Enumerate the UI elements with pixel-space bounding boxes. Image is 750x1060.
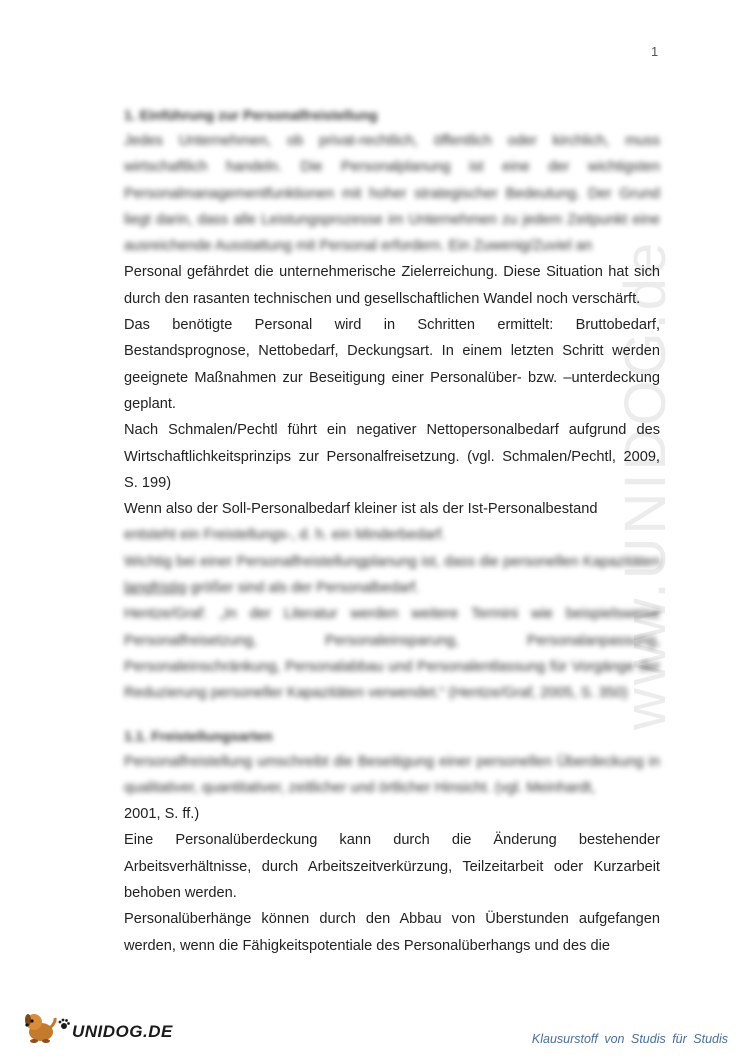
underlined-word: langfristig: [124, 580, 187, 597]
logo-text: UNIDOG.DE: [72, 1022, 173, 1041]
blurred-text: größer sind als der Personalbedarf.: [190, 580, 420, 597]
paragraph: Personal gefährdet die unternehmerische Zielerreichung. Diese Situation hat sich durch den rasanten technischen und gesellschaftlichen Wandel noch verschärft.: [124, 264, 660, 307]
page-number: 1: [651, 44, 659, 59]
watermark: www.UNIDOG.de: [613, 239, 678, 730]
subsection-heading: 1.1. Freistellungsarten: [124, 727, 273, 744]
paw-icon: [58, 1018, 70, 1030]
document-body: [124, 100, 660, 959]
paragraph: Personalüberhänge können durch den Abbau von Überstunden aufgefangen werden, wenn die Fähigkeitspotentiale des Personalüberhangs und des die: [124, 911, 660, 954]
section-heading: 1. Einführung zur Personalfreistellung: [124, 107, 378, 123]
paragraph: Das benötigte Personal wird in Schritten ermittelt: Bruttobedarf, Bestandsprognose, Nettobedarf, Deckungsart. In einem letzten Schritt werden geeignete Maßnahmen zur Beseitigung einer Personalüber- bzw. –unterdeckung geplant.: [124, 317, 660, 412]
paragraph: Wenn also der Soll-Personalbedarf kleiner ist als der Ist-Personalbestand: [124, 501, 598, 518]
paragraph: 2001, S. ff.): [124, 806, 200, 823]
unidog-logo[interactable]: [22, 1010, 173, 1044]
blurred-paragraph: [124, 549, 660, 602]
blurred-paragraph: Jedes Unternehmen, ob privat-rechtlich, öffentlich oder kirchlich, muss wirtschaftlich handeln. Die Personalplanung ist eine der wichtigsten Personalmanagementfunktionen mit hoher strategischer Bedeutung. Der Grund liegt darin, dass alle Leistungsprozesse im Unternehmen zu jedem Zeitpunkt eine ausreichende Ausstattung mit Personal erfordern. Ein Zuwenig/Zuviel an: [124, 133, 660, 255]
paragraph: Nach Schmalen/Pechtl führt ein negativer Nettopersonalbedarf aufgrund des Wirtschaftlichkeitsprinzips zur Personalfreisetzung. (vgl. Schmalen/Pechtl, 2009, S. 199): [124, 422, 660, 491]
blurred-text: Wichtig bei einer Personalfreistellungplanung ist, dass die personellen Kapazitäten: [124, 553, 660, 570]
paragraph: Eine Personalüberdeckung kann durch die Änderung bestehender Arbeitsverhältnisse, durch Arbeitszeitverkürzung, Teilzeitarbeit oder Kurzarbeit behoben werden.: [124, 832, 660, 902]
blurred-paragraph: entsteht ein Freistellungs-, d. h. ein Minderbedarf.: [124, 527, 446, 544]
dog-icon: [22, 1010, 58, 1044]
footer-slogan: Klausurstoff von Studis für Studis: [531, 1032, 728, 1046]
blurred-paragraph: Personalfreistellung umschreibt die Beseitigung einer personellen Überdeckung in qualitativer, quantitativer, zeitlicher und örtlicher Hinsicht. (vgl. Meinhardt,: [124, 753, 660, 796]
blurred-quote: Hentze/Graf: „In der Literatur werden weitere Termini wie beispielsweise Personalfreisetzung, Personaleinsparung, Personalanpassung, Personaleinschränkung, Personalabbau und Personalentlassung für Vorgänge der Reduzierung personeller Kapazitäten verwendet.“ (Hentze/Graf, 2005, S. 350): [124, 606, 660, 702]
